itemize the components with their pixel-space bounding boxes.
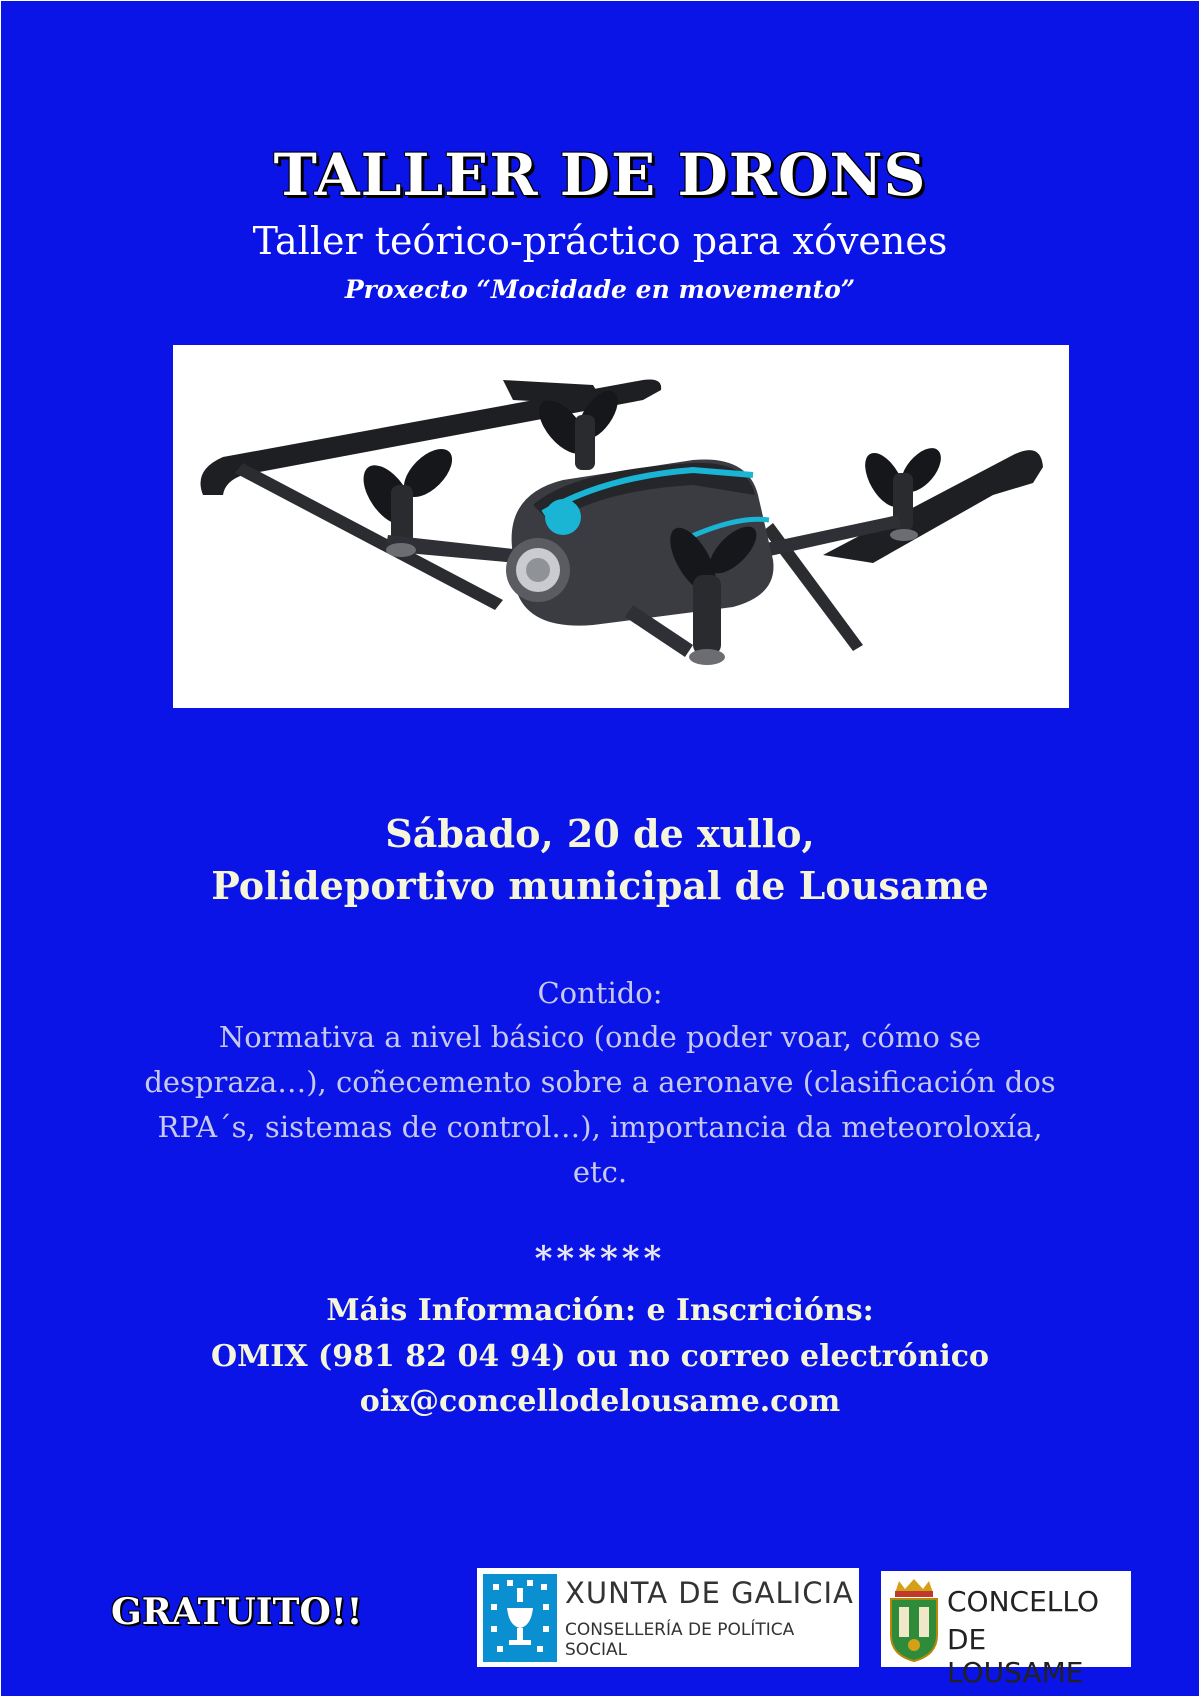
event-date: Sábado, 20 de xullo, (385, 811, 815, 856)
concello-logo (881, 1571, 1131, 1689)
drone-image (173, 345, 1069, 708)
free-label: GRATUITO!! (111, 1591, 363, 1633)
info-email: oix@concellodelousame.com (359, 1384, 841, 1419)
concello-name-line2: DE LOUSAME (947, 1623, 1084, 1689)
drone-icon (173, 345, 1069, 708)
info-phone: OMIX (981 82 04 94) ou no correo electrónico (210, 1339, 990, 1374)
event-place: Polideportivo municipal de Lousame (211, 863, 989, 908)
content-description: Normativa a nivel básico (onde poder voar, cómo se despraza…), coñecemento sobre a aeronave (clasificación dos RPA´s, sistemas de control…), importancia da meteoroloxía, etc. (144, 1020, 1056, 1189)
info-heading: Máis Información: e Inscricións: (326, 1293, 874, 1328)
xunta-emblem-icon (483, 1574, 557, 1662)
xunta-logo (477, 1568, 859, 1667)
poster-title: TALLER DE DRONS (273, 141, 927, 209)
poster-subtitle: Taller teórico-práctico para xóvenes (252, 219, 948, 263)
xunta-department: CONSELLERÍA DE POLÍTICA SOCIAL (565, 1620, 795, 1660)
content-label: Contido: (537, 976, 663, 1010)
xunta-name: XUNTA DE GALICIA (565, 1576, 854, 1610)
poster (1, 1, 1199, 1696)
project-name: Proxecto “Mocidade en movemento” (344, 275, 856, 304)
concello-name-line1: CONCELLO (947, 1585, 1100, 1618)
separator: ****** (534, 1239, 666, 1279)
coat-of-arms-icon (885, 1575, 943, 1663)
